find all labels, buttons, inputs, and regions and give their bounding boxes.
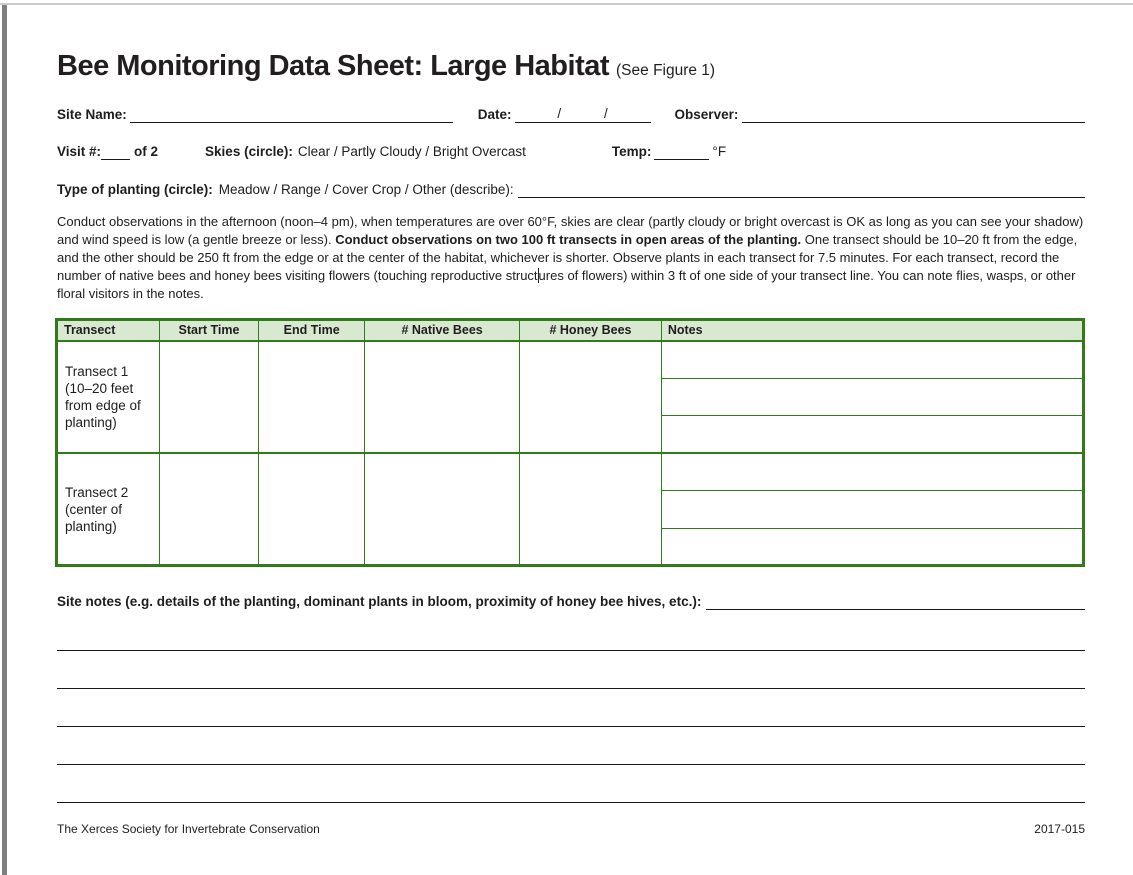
page-footer xyxy=(57,822,1085,836)
skies-options[interactable]: Clear / Partly Cloudy / Bright Overcast xyxy=(297,144,526,159)
temp-label: Temp: xyxy=(611,144,652,159)
observer-label: Observer: xyxy=(674,107,739,122)
figure-reference: (See Figure 1) xyxy=(616,62,716,79)
date-slash: / xyxy=(603,106,608,121)
transect-2-native-bees-cell[interactable] xyxy=(365,453,520,566)
transect-2-honey-bees-cell[interactable] xyxy=(520,453,662,566)
transect-1-notes-line-3[interactable] xyxy=(661,416,1083,454)
column-header-end-time: End Time xyxy=(259,320,365,341)
visit-of-label: of 2 xyxy=(134,144,159,159)
date-slash: / xyxy=(557,106,562,121)
transect-1-notes-line-1[interactable] xyxy=(661,341,1083,379)
field-row-visit-skies-temp xyxy=(57,143,1085,160)
column-header-start-time: Start Time xyxy=(159,320,259,341)
transect-1-start-time-cell[interactable] xyxy=(159,341,259,454)
page-title xyxy=(57,50,1085,83)
transect-1-honey-bees-cell[interactable] xyxy=(520,341,662,454)
column-header-native-bees: # Native Bees xyxy=(365,320,520,341)
site-notes-line[interactable] xyxy=(57,765,1085,803)
observation-table xyxy=(55,318,1085,567)
viewer-left-edge xyxy=(2,3,7,875)
site-notes-line[interactable] xyxy=(57,610,1085,651)
page-title-text: Bee Monitoring Data Sheet: Large Habitat xyxy=(57,50,610,82)
site-name-label: Site Name: xyxy=(57,107,127,122)
instructions-text-1: Conduct observations in the afternoon (noon–4 pm), when temperatures are over 60°F, skies are clear (partly cloudy or bright overcast is OK as long as you can see your shadow) and wind speed is low (a gentle breeze or less). xyxy=(57,214,1084,247)
site-notes-write-area xyxy=(57,610,1085,803)
transect-1-end-time-cell[interactable] xyxy=(259,341,365,454)
visit-number-field[interactable] xyxy=(101,143,130,160)
site-notes-row xyxy=(57,593,1085,610)
instructions-paragraph xyxy=(57,213,1085,303)
transect-2-notes-line-1[interactable] xyxy=(661,453,1083,491)
instructions-text-2: One transect should be 10–20 ft from the edge, and the other should be 250 ft from the edge or at the center of the habitat, whichever is shorter. Observe plants in each transect for 7.5 minutes. For each transect, record the number of native bees and honey bees visiting flowers (touching reproductive struct xyxy=(57,232,1078,283)
transect-2-notes-line-2[interactable] xyxy=(661,491,1083,529)
site-notes-line[interactable] xyxy=(57,689,1085,727)
footer-organization: The Xerces Society for Invertebrate Conservation xyxy=(57,822,320,836)
planting-other-field[interactable] xyxy=(518,181,1085,198)
transect-2-row xyxy=(57,453,1084,491)
observer-field[interactable] xyxy=(742,106,1085,123)
transect-2-end-time-cell[interactable] xyxy=(259,453,365,566)
site-notes-line[interactable] xyxy=(57,651,1085,689)
date-label: Date: xyxy=(477,107,512,122)
transect-1-native-bees-cell[interactable] xyxy=(365,341,520,454)
data-sheet-page xyxy=(57,0,1085,836)
planting-type-label: Type of planting (circle): xyxy=(57,182,213,197)
footer-document-number: 2017-015 xyxy=(1034,822,1085,836)
site-name-field[interactable] xyxy=(130,106,453,123)
site-notes-field[interactable] xyxy=(706,593,1085,610)
visit-number-label: Visit #: xyxy=(57,144,102,159)
instructions-text-3: ures of flowers) within 3 ft of one side of your transect line. You can note flies, wasps, or other floral visitors in the notes. xyxy=(57,268,1076,301)
transect-2-notes-line-3[interactable] xyxy=(661,528,1083,566)
column-header-transect: Transect xyxy=(57,320,160,341)
transect-2-start-time-cell[interactable] xyxy=(159,453,259,566)
field-row-planting-type xyxy=(57,181,1085,198)
skies-label: Skies (circle): xyxy=(205,144,293,159)
temp-field[interactable] xyxy=(654,143,709,160)
field-row-site-date-observer xyxy=(57,106,1085,123)
transect-1-label-cell: Transect 1 (10–20 feet from edge of planting) xyxy=(57,341,160,454)
planting-type-options[interactable]: Meadow / Range / Cover Crop / Other (describe): xyxy=(218,182,514,197)
table-header-row xyxy=(57,320,1084,341)
instructions-bold-text: Conduct observations on two 100 ft transects in open areas of the planting. xyxy=(335,232,802,247)
site-notes-line[interactable] xyxy=(57,727,1085,765)
column-header-honey-bees: # Honey Bees xyxy=(520,320,662,341)
column-header-notes: Notes xyxy=(661,320,1083,341)
transect-2-label-cell: Transect 2 (center of planting) xyxy=(57,453,160,566)
transect-1-notes-line-2[interactable] xyxy=(661,378,1083,416)
transect-1-row xyxy=(57,341,1084,379)
site-notes-label: Site notes (e.g. details of the planting, dominant plants in bloom, proximity of honey bee hives, etc.): xyxy=(57,594,702,609)
temp-unit-label: °F xyxy=(712,144,727,159)
date-field[interactable] xyxy=(515,106,651,123)
